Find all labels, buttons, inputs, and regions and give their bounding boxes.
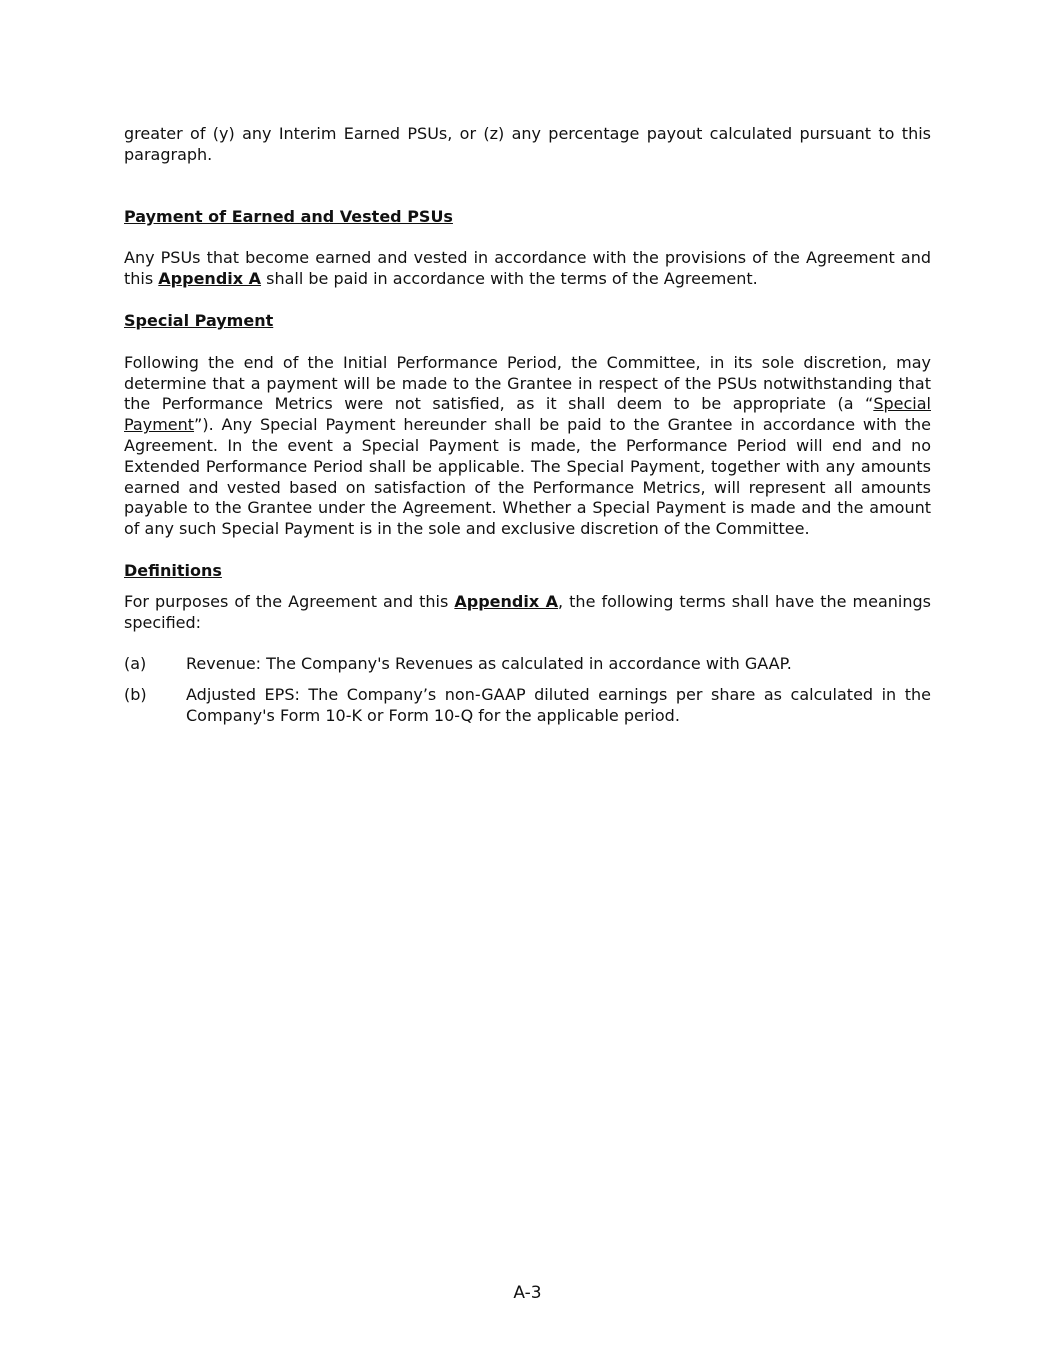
payment-heading: Payment of Earned and Vested PSUs xyxy=(124,206,453,226)
definition-label: (b) xyxy=(124,685,147,705)
special-payment-defined-term: Special Payment xyxy=(124,394,931,435)
payment-paragraph xyxy=(124,248,931,290)
special-payment-heading: Special Payment xyxy=(124,310,274,330)
special-payment-text-end: ”). Any Special Payment hereunder shall be paid to the Grantee in accordance with the Agreement. In the event a Special Payment is made, the Performance Period will end and no Extended Performance Period shall be applicable. The Special Payment, together with any amounts earned and vested based on satisfaction of the Performance Metrics, will represent all amounts payable to the Grantee under the Agreement. Whether a Special Payment is made and the amount of any such Special Payment is in the sole and exclusive discretion of the Committee. xyxy=(124,415,931,539)
definitions-intro-start: For purposes of the Agreement and this xyxy=(124,591,455,611)
definition-text: Adjusted EPS: The Company’s non-GAAP diluted earnings per share as calculated in the Company's Form 10-K or Form 10-Q for the applicable period. xyxy=(186,685,931,725)
appendix-a-reference: Appendix A xyxy=(454,591,559,611)
definition-label: (a) xyxy=(124,654,147,674)
document-page xyxy=(124,124,931,727)
page-number: A-3 xyxy=(513,1283,542,1303)
appendix-a-reference: Appendix A xyxy=(158,269,262,289)
definitions-heading: Definitions xyxy=(124,560,222,580)
special-payment-paragraph xyxy=(124,353,931,540)
definition-item xyxy=(124,685,931,727)
payment-text-end: shall be paid in accordance with the terms of the Agreement. xyxy=(261,269,758,289)
continuation-paragraph: greater of (y) any Interim Earned PSUs, or (z) any percentage payout calculated pursuant to this paragraph. xyxy=(124,124,931,164)
definition-item xyxy=(124,654,931,675)
definition-text: Revenue: The Company's Revenues as calculated in accordance with GAAP. xyxy=(186,654,792,674)
payment-text-start: Any PSUs that become earned and vested in accordance with the provisions of the Agreement and this xyxy=(124,248,931,289)
definitions-intro xyxy=(124,592,931,634)
special-payment-text-start: Following the end of the Initial Performance Period, the Committee, in its sole discretion, may determine that a payment will be made to the Grantee in respect of the PSUs notwithstanding that the Performance Metrics were not satisfied, as it shall deem to be appropriate (a “ xyxy=(124,352,931,414)
definitions-intro-end: , the following terms shall have the meanings specified: xyxy=(124,591,931,632)
